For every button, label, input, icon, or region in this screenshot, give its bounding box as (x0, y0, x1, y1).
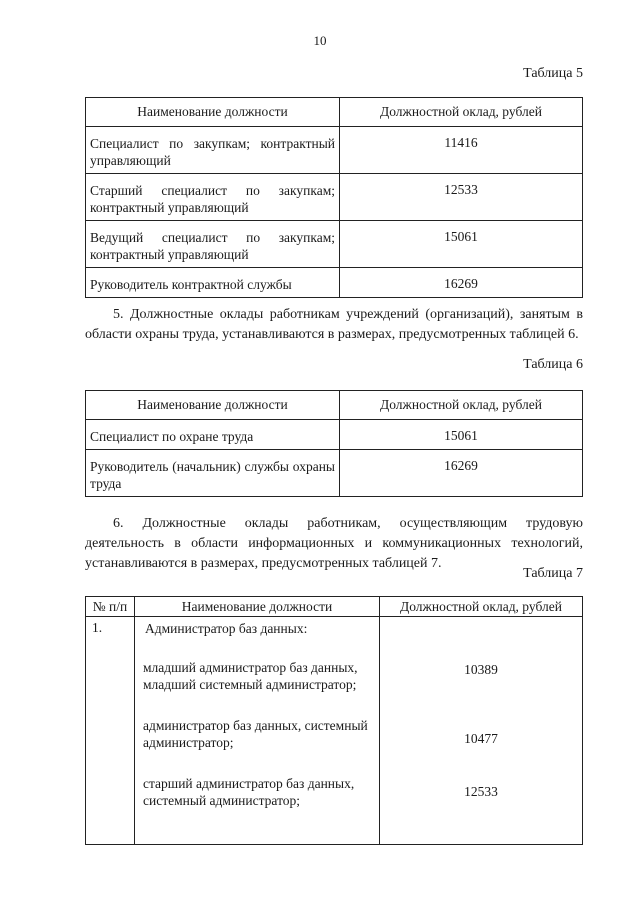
table6-header-name: Наименование должности (86, 391, 340, 420)
position-name: старший администратор баз данных, системный администратор; (143, 776, 355, 808)
paragraph-6-text: Должностные оклады работникам, осуществляющим трудовую деятельность в области информационных и коммуникационных технологий, устанавливаются в размерах, предусмотренных таблицей 7. (85, 516, 583, 571)
table6-caption: Таблица 6 (523, 357, 583, 372)
table7-header-number: № п/п (86, 597, 135, 617)
table5-caption: Таблица 5 (523, 66, 583, 81)
table5-header-salary: Должностной оклад, рублей (340, 98, 583, 127)
salary-value: 16269 (340, 268, 583, 298)
position-name: Руководитель контрактной службы (86, 268, 340, 298)
salary-value: 15061 (340, 221, 583, 268)
position-name: администратор баз данных, системный администратор; (143, 718, 368, 750)
salary-value: 11416 (340, 127, 583, 174)
page-number: 10 (313, 33, 327, 48)
table-row (86, 420, 583, 450)
row-number: 1. (86, 617, 135, 845)
table-row (86, 450, 583, 497)
position-name: младший администратор баз данных, младший системный администратор; (143, 660, 358, 692)
salary-value: 15061 (340, 420, 583, 450)
paragraph-5 (85, 305, 583, 345)
salary-value: 12533 (340, 174, 583, 221)
table7-caption: Таблица 7 (523, 566, 583, 581)
salary-column (380, 617, 583, 845)
position-name: Руководитель (начальник) службы охраны труда (86, 450, 340, 497)
paragraph-6-number: 6. (113, 516, 124, 531)
salary-value: 10389 (464, 662, 498, 677)
table6 (85, 390, 583, 497)
paragraph-5-text: Должностные оклады работникам учреждений (организаций), занятым в области охраны труда, устанавливаются в размерах, предусмотренных таблицей 6. (85, 307, 584, 342)
position-name: Ведущий специалист по закупкам; контрактный управляющий (86, 221, 340, 268)
table-row (86, 127, 583, 174)
table7-header-name: Наименование должности (135, 597, 380, 617)
table-row (86, 174, 583, 221)
table7-header-salary: Должностной оклад, рублей (380, 597, 583, 617)
salary-value: 16269 (340, 450, 583, 497)
table7 (85, 596, 583, 845)
paragraph-5-number: 5. (113, 307, 124, 322)
position-name: Старший специалист по закупкам; контрактный управляющий (86, 174, 340, 221)
paragraph-6 (85, 514, 583, 574)
table-row (86, 221, 583, 268)
salary-value: 10477 (464, 731, 498, 746)
table5 (85, 97, 583, 298)
table5-header-name: Наименование должности (86, 98, 340, 127)
position-name: Специалист по закупкам; контрактный управляющий (86, 127, 340, 174)
table-row (86, 617, 583, 845)
table6-header-salary: Должностной оклад, рублей (340, 391, 583, 420)
salary-value: 12533 (464, 784, 498, 799)
table-row (86, 268, 583, 298)
position-group (135, 617, 380, 845)
position-name: Специалист по охране труда (86, 420, 340, 450)
group-title: Администратор баз данных: (145, 621, 308, 636)
